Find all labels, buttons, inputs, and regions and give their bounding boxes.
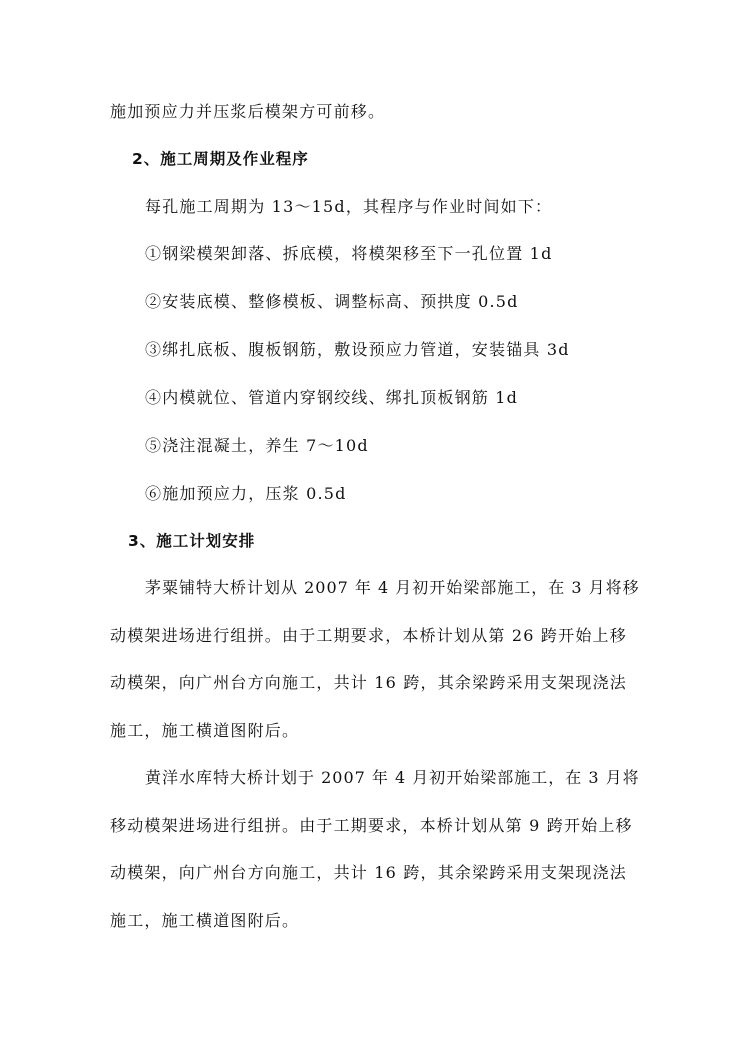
section-2-intro: 每孔施工周期为 13～15d，其程序与作业时间如下： [145,197,553,216]
paragraph-1-line: 茅粟铺特大桥计划从 2007 年 4 月初开始梁部施工，在 3 月将移 [145,578,640,597]
step-item: ⑤浇注混凝土，养生 7～10d [145,436,369,455]
section-3-heading: 3、施工计划安排 [128,532,256,550]
step-item: ①钢梁模架卸落、拆底模，将模架移至下一孔位置 1d [145,244,553,263]
paragraph-2-line: 移动模架进场进行组拼。由于工期要求，本桥计划从第 9 跨开始上移 [110,816,633,835]
section-2-heading: 2、施工周期及作业程序 [132,150,309,168]
paragraph-2-line: 黄洋水库特大桥计划于 2007 年 4 月初开始梁部施工，在 3 月将 [145,768,640,787]
step-item: ⑥施加预应力，压浆 0.5d [145,484,347,503]
paragraph-1-line: 施工，施工横道图附后。 [110,721,300,740]
step-item: ②安装底模、整修模板、调整标高、预拱度 0.5d [145,292,519,311]
paragraph-continuation: 施加预应力并压浆后模架方可前移。 [110,102,386,121]
paragraph-2-line: 施工，施工横道图附后。 [110,911,300,930]
paragraph-1-line: 动模架进场进行组拼。由于工期要求，本桥计划从第 26 跨开始上移 [110,626,627,645]
paragraph-1-line: 动模架，向广州台方向施工，共计 16 跨，其余梁跨采用支架现浇法 [110,673,627,692]
paragraph-2-line: 动模架，向广州台方向施工，共计 16 跨，其余梁跨采用支架现浇法 [110,863,627,882]
step-item: ④内模就位、管道内穿钢绞线、绑扎顶板钢筋 1d [145,388,519,407]
step-item: ③绑扎底板、腹板钢筋，敷设预应力管道，安装锚具 3d [145,340,570,359]
